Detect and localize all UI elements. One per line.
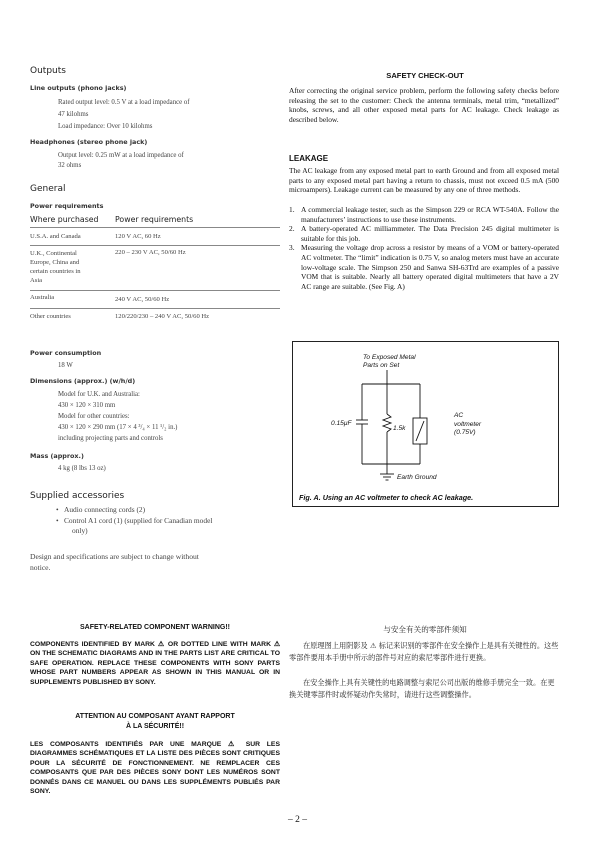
- figure-a-box: [292, 341, 559, 507]
- cell-line: Asia: [30, 277, 43, 284]
- list-item: only): [72, 526, 88, 535]
- figure-label-voltmeter: AC voltmeter (0.75V): [454, 412, 482, 437]
- spec-line: Output level: 0.25 mW at a load impedance of: [58, 152, 184, 159]
- spec-line: 47 kilohms: [58, 111, 89, 118]
- figure-label-exposed-metal: To Exposed Metal Parts on Set: [363, 354, 416, 369]
- cell-line: Europe, China and: [30, 259, 80, 266]
- note-line: notice.: [30, 563, 51, 572]
- list-item: • Audio connecting cords (2): [56, 505, 146, 514]
- table-cell-power: 120 V AC, 60 Hz: [115, 228, 280, 246]
- figure-label-capacitor: 0.15μF: [331, 420, 352, 427]
- power-requirements-heading: Power requirements: [30, 202, 104, 210]
- method-item: 2. A battery-operated AC milliammeter. The Data Precision 245 digital multimeter is suitable for this job.: [289, 224, 559, 243]
- table-cell-where: Other countries: [30, 309, 115, 323]
- leakage-text: The AC leakage from any exposed metal part to earth Ground and from all exposed metal parts to any exposed metal part having a return to chassis, must not exceed 0.5 mA (500 microampers). Leakage current can be measured by any one of three methods.: [289, 166, 559, 195]
- figure-label-resistor: 1.5k: [393, 425, 406, 432]
- warning-fr-title: [30, 712, 280, 731]
- power-consumption-heading: Power consumption: [30, 349, 102, 357]
- line-outputs-specs: [58, 97, 190, 133]
- power-requirements-table: [30, 215, 280, 322]
- figure-caption: Fig. A. Using an AC voltmeter to check AC leakage.: [299, 493, 474, 502]
- spec-line: Load impedance: Over 10 kilohms: [58, 123, 153, 130]
- table-row: [30, 246, 280, 291]
- outputs-title: Outputs: [30, 66, 66, 76]
- dimensions-heading: Dimensions (approx.) (w/h/d): [30, 377, 136, 385]
- headphones-specs: [58, 151, 184, 171]
- leakage-methods: [289, 205, 559, 291]
- warning-en-text: COMPONENTS IDENTIFIED BY MARK ⚠ OR DOTTED LINE WITH MARK ⚠ ON THE SCHEMATIC DIAGRAMS AND IN THE PARTS LIST ARE CRITICAL TO SAFE OPERATION. REPLACE THESE COMPONENTS WITH SONY PARTS WHOSE PART NUMBERS APPEAR AS SHOWN IN THIS MANUAL OR IN SUPPLEMENTS PUBLISHED BY SONY.: [30, 641, 280, 686]
- warning-cn-p1: 在原理图上用阴影及 ⚠ 标记来识别的零部件在安全操作上是具有关键性的。这些零部件要用本手册中所示的部件号对应的索尼零部件进行更换。: [289, 641, 559, 662]
- warning-en-title: SAFETY-RELATED COMPONENT WARNING!!: [80, 624, 230, 631]
- table-row: [30, 309, 280, 323]
- cell-line: certain countries in: [30, 268, 81, 275]
- table-cell-power: 240 V AC, 50/60 Hz: [115, 291, 280, 309]
- title-line: ATTENTION AU COMPOSANT AYANT RAPPORT: [75, 713, 235, 720]
- method-item: 3. Measuring the voltage drop across a resistor by means of a VOM or battery-operated AC voltmeter. The “limit” indication is 0.75 V, so analog meters must have an accurate low-voltage scale. The Simpson 250 and Sanwa SH-63Trd are examples of a passive VOM that is suitable. Nearly all battery operated digital multimeters that have a 2V AC range are suitable. (See Fig. A): [289, 243, 559, 291]
- power-consumption-value: 18 W: [58, 362, 73, 369]
- supplied-accessories-list: [56, 505, 213, 537]
- warning-fr-text: LES COMPOSANTS IDENTIFIÉS PAR UNE MARQUE ⚠ SUR LES DIAGRAMMES SCHÉMATIQUES ET LA LISTE DES PIÈCES SONT CRITIQUES POUR LA SÉCURITÉ DE FONCTIONNEMENT. NE REMPLACER CES COMPOSANTS QUE PAR DES PIÈCES SONY DONT LES NUMÉROS SONT DONNÉS DANS CE MANUEL OU DANS LES SUPPLÉMENTS PUBLIÉS PAR SONY.: [30, 741, 280, 796]
- spec-line: 32 ohms: [58, 162, 82, 169]
- spec-line: 430 × 120 × 310 mm: [58, 402, 116, 409]
- cell-line: U.K., Continental: [30, 250, 77, 257]
- table-cell-where: Australia: [30, 291, 115, 309]
- table-header-power: Power requirements: [115, 215, 194, 224]
- table-header-where: Where purchased: [30, 215, 99, 224]
- safety-checkout-title: SAFETY CHECK-OUT: [386, 71, 464, 80]
- spec-line: Rated output level: 0.5 V at a load impedance of: [58, 99, 190, 106]
- table-cell-where: [30, 246, 115, 291]
- note-line: Design and specifications are subject to change without: [30, 552, 199, 561]
- supplied-accessories-title: Supplied accessories: [30, 491, 125, 501]
- table-row: [30, 228, 280, 246]
- spec-line: including projecting parts and controls: [58, 435, 163, 442]
- spec-line: Model for U.K. and Australia:: [58, 391, 140, 398]
- page-number: – 2 –: [288, 815, 307, 825]
- list-item: • Control A1 cord (1) (supplied for Canadian model: [56, 515, 213, 525]
- mass-value: 4 kg (8 lbs 13 oz): [58, 465, 106, 472]
- line-outputs-heading: Line outputs (phono jacks): [30, 84, 127, 92]
- warning-cn-title: 与安全有关的零部件须知: [383, 625, 467, 634]
- dimensions-specs: [58, 389, 177, 444]
- mass-heading: Mass (approx.): [30, 452, 84, 460]
- table-row: [30, 291, 280, 309]
- table-cell-power: 220 – 230 V AC, 50/60 Hz: [115, 246, 280, 291]
- design-note: [30, 551, 199, 573]
- method-item: 1. A commercial leakage tester, such as the Simpson 229 or RCA WT-540A. Follow the manufacturers’ instructions to use these instruments.: [289, 205, 559, 224]
- spec-line: Model for other countries:: [58, 413, 130, 420]
- table-cell-where: U.S.A. and Canada: [30, 228, 115, 246]
- general-title: General: [30, 184, 66, 194]
- warning-cn-p2: 在安全操作上具有关键性的电路调整与索尼公司出版的维修手册完全一致。在更换关键零部件时或怀疑动作失常时，请进行这些调整操作。: [289, 678, 555, 699]
- table-cell-power: 120/220/230 – 240 V AC, 50/60 Hz: [115, 309, 280, 323]
- figure-label-earth-ground: Earth Ground: [397, 474, 437, 481]
- leakage-title: LEAKAGE: [289, 154, 329, 163]
- headphones-heading: Headphones (stereo phone jack): [30, 138, 148, 146]
- spec-line: 430 × 120 × 290 mm (17 × 4 ³/₄ × 11 ¹/₂ in.): [58, 424, 178, 431]
- title-line: À LA SÉCURITÉ!!: [125, 722, 185, 730]
- safety-intro: After correcting the original service problem, perform the following safety checks before releasing the set to the customer: Check the antenna terminals, metal trim, “metallized” knobs, screws, and all other exposed metal parts for AC leakage. Check leakage as described below.: [289, 86, 559, 124]
